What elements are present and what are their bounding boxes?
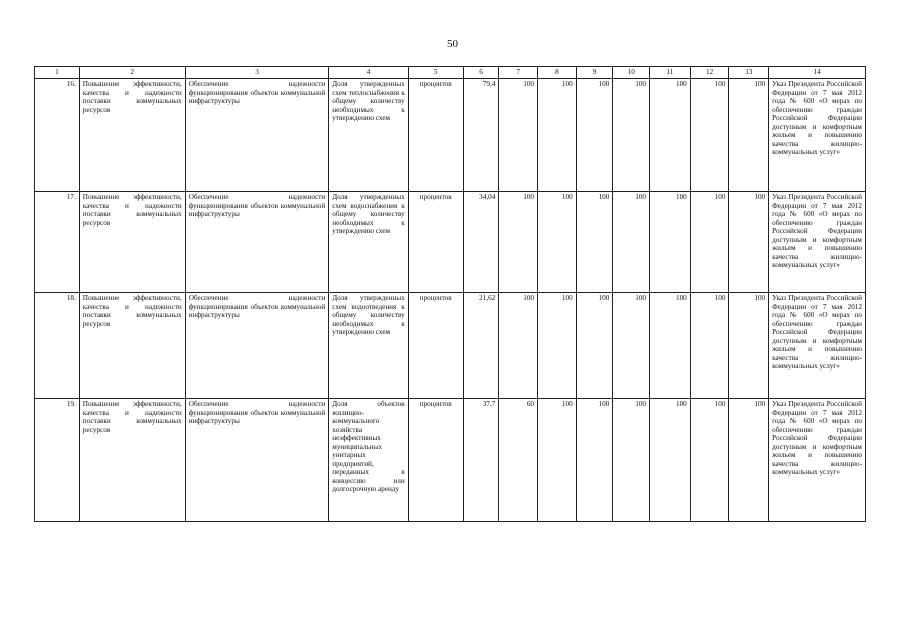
header-cell: 12 [690, 67, 729, 79]
task-cell: Обеспечение надежности функционирования объектов коммунальной инфраструктуры [185, 293, 329, 399]
basis-cell: Указ Президента Российской Федерации от 7 мая 2012 года № 600 «О мерах по обеспечению граждан Российской Федерации доступным и комфортным жильем и повышению качества жилищно-коммунальных услуг» [769, 399, 866, 522]
row-number: 18. [35, 293, 80, 399]
basis-cell: Указ Президента Российской Федерации от 7 мая 2012 года № 600 «О мерах по обеспечению граждан Российской Федерации доступным и комфортным жильем и повышению качества жилищно-коммунальных услуг» [769, 192, 866, 293]
value-cell: 100 [613, 192, 650, 293]
unit-cell: процентов [408, 79, 463, 192]
value-cell: 100 [538, 79, 577, 192]
indicator-cell: Доля утвержденных схем водоснабжения к общему количеству необходимых к утверждению схем [329, 192, 408, 293]
value-cell: 100 [690, 192, 729, 293]
value-cell: 100 [576, 399, 613, 522]
value-cell: 100 [499, 79, 538, 192]
header-cell: 2 [79, 67, 185, 79]
value-cell: 100 [650, 399, 691, 522]
value-cell: 100 [576, 293, 613, 399]
unit-cell: процентов [408, 192, 463, 293]
header-cell: 4 [329, 67, 408, 79]
unit-cell: процентов [408, 399, 463, 522]
row-number: 16. [35, 79, 80, 192]
goal-cell: Повышение эффективности, качества и надежности поставки коммунальных ресурсов [79, 192, 185, 293]
value-cell: 60 [499, 399, 538, 522]
header-cell: 1 [35, 67, 80, 79]
value-cell: 100 [576, 192, 613, 293]
header-cell: 3 [185, 67, 329, 79]
task-cell: Обеспечение надежности функционирования объектов коммунальной инфраструктуры [185, 399, 329, 522]
header-cell: 6 [463, 67, 499, 79]
header-cell: 13 [729, 67, 769, 79]
value-cell: 100 [729, 192, 769, 293]
task-cell: Обеспечение надежности функционирования объектов коммунальной инфраструктуры [185, 79, 329, 192]
value-cell: 100 [729, 399, 769, 522]
header-cell: 10 [613, 67, 650, 79]
value-cell: 100 [729, 293, 769, 399]
value-cell: 100 [576, 79, 613, 192]
indicators-table [34, 66, 866, 522]
row-number: 17. [35, 192, 80, 293]
indicator-cell: Доля утвержденных схем теплоснабжения к общему количеству необходимых к утверждению схем [329, 79, 408, 192]
table-row [35, 293, 866, 399]
page-number: 50 [447, 38, 458, 50]
indicator-cell: Доля объектов жилищно-коммунального хозяйства неэффективных муниципальных унитарных предприятий, переданных в концессию или долгосрочную аренду [329, 399, 408, 522]
value-cell: 37,7 [463, 399, 499, 522]
value-cell: 79,4 [463, 79, 499, 192]
value-cell: 100 [650, 79, 691, 192]
header-cell: 9 [576, 67, 613, 79]
header-cell: 8 [538, 67, 577, 79]
goal-cell: Повышение эффективности, качества и надежности поставки коммунальных ресурсов [79, 79, 185, 192]
value-cell: 100 [650, 192, 691, 293]
row-number: 19. [35, 399, 80, 522]
basis-cell: Указ Президента Российской Федерации от 7 мая 2012 года № 600 «О мерах по обеспечению граждан Российской Федерации доступным и комфортным жильем и повышению качества жилищно-коммунальных услуг» [769, 79, 866, 192]
value-cell: 100 [690, 293, 729, 399]
basis-cell: Указ Президента Российской Федерации от 7 мая 2012 года № 600 «О мерах по обеспечению граждан Российской Федерации доступным и комфортным жильем и повышению качества жилищно-коммунальных услуг» [769, 293, 866, 399]
goal-cell: Повышение эффективности, качества и надежности поставки коммунальных ресурсов [79, 293, 185, 399]
value-cell: 100 [538, 192, 577, 293]
table-row [35, 399, 866, 522]
value-cell: 100 [613, 293, 650, 399]
value-cell: 21,62 [463, 293, 499, 399]
value-cell: 100 [650, 293, 691, 399]
unit-cell: процентов [408, 293, 463, 399]
value-cell: 100 [613, 399, 650, 522]
value-cell: 100 [499, 293, 538, 399]
value-cell: 100 [690, 399, 729, 522]
header-row [35, 67, 866, 79]
value-cell: 34,04 [463, 192, 499, 293]
value-cell: 100 [538, 293, 577, 399]
value-cell: 100 [729, 79, 769, 192]
value-cell: 100 [613, 79, 650, 192]
value-cell: 100 [538, 399, 577, 522]
value-cell: 100 [690, 79, 729, 192]
header-cell: 11 [650, 67, 691, 79]
header-cell: 14 [769, 67, 866, 79]
indicator-cell: Доля утвержденных схем водоотведения к общему количеству необходимых к утверждению схем [329, 293, 408, 399]
header-cell: 5 [408, 67, 463, 79]
table-row [35, 79, 866, 192]
table-row [35, 192, 866, 293]
task-cell: Обеспечение надежности функционирования объектов коммунальной инфраструктуры [185, 192, 329, 293]
value-cell: 100 [499, 192, 538, 293]
header-cell: 7 [499, 67, 538, 79]
goal-cell: Повышение эффективности, качества и надежности поставки коммунальных ресурсов [79, 399, 185, 522]
